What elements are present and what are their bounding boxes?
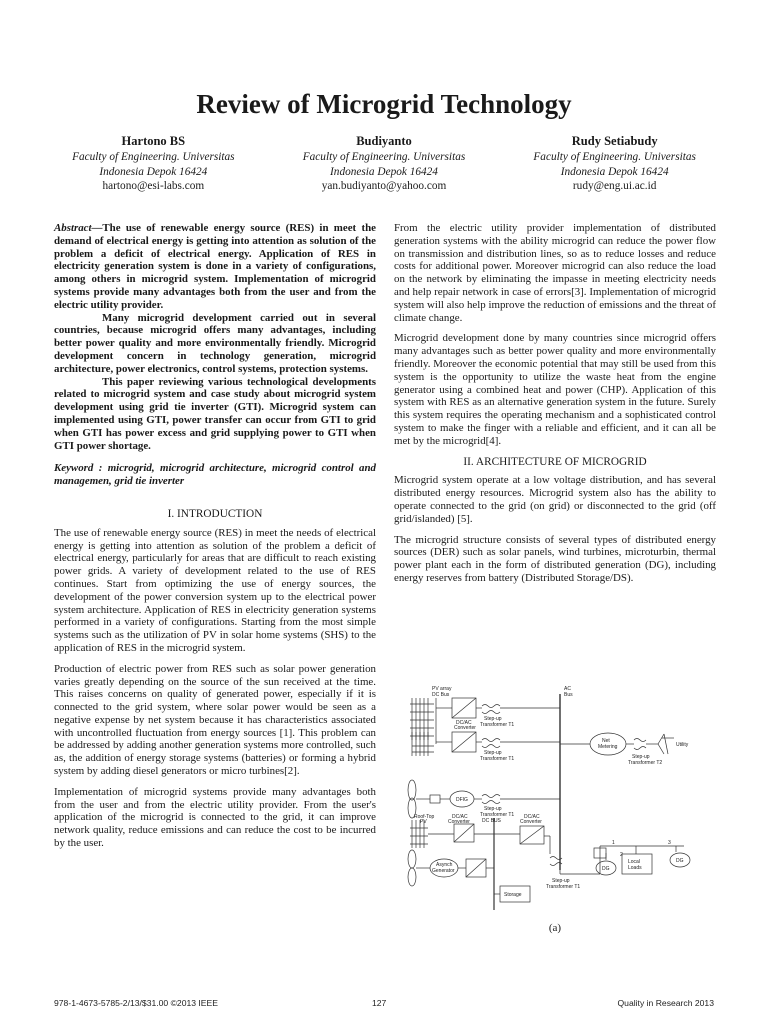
transformer-t1-2 [482,739,500,748]
author-email[interactable]: hartono@esi-labs.com [102,180,205,192]
abstract-paragraph-3: This paper reviewing various technological developments related to microgrid system and case study about microgrid system development using grid tie inverter (GTI). Microgrid system can implemented using GTI, power transfer can occur from GTI to grid when GTI has power excess and grid supplying power to GTI when GTI power shortage. [54,375,376,452]
label-rooftop: Roof-Top [414,814,435,820]
label-pv: PV [420,819,427,825]
paper-title: Review of Microgrid Technology [196,89,572,119]
author-name: Hartono BS [121,134,186,148]
label-generator: Generator [432,868,455,874]
pv-array-top [410,698,434,740]
author-affiliation: Faculty of Engineering. Universitas [72,151,235,163]
abstract-label: Abstract [54,222,92,234]
label-dcac-1: DC/AC [456,720,472,726]
author-affiliation: Faculty of Engineering. Universitas [302,151,466,163]
label-loads: Loads [628,865,642,871]
label-stepup-5: Step-up [552,878,570,884]
intro-paragraph-1: The use of renewable energy source (RES) in meet the needs of electrical energy is getting into attention as solution of the problem a deficit of electrical energy, particularly for areas that are difficult to reach existing power grids. A variety of development related to the use of RES continues. Start from optimizing the use of energy sources, the development of the power conversion system up to the electrical power system architecture. Application of RES in electricity generation systems performed in a variety of configurations. Starting from the most simple systems such as the utilization of PV in solar home systems (SHS) to the application of RES in the microgrid system. [54,526,376,654]
label-converter-3: Converter [520,819,542,825]
transformer-t1-3 [482,795,500,804]
intro-paragraph-3: Implementation of microgrid systems provide many advantages both from the user and from the electric utility provider. From the user's application of the microgrid is connected to the grid, it can improve network quality, reduce emissions and can reduce the cost to be incurred by the user. [54,785,376,850]
architecture-paragraph-1: Microgrid system operate at a low voltage distribution, and has several distributed energy resources. Microgrid system also has the ability to operate connected to the grid (on grid) or disconnected to the grid (off grid/islanded) [5]. [394,474,716,525]
label-converter-2: Converter [448,819,470,825]
label-asynch: Asynch [436,862,453,868]
label-net: Net [602,738,610,744]
section-heading-architecture: II. ARCHITECTURE OF MICROGRID [463,455,647,468]
footer-copyright: 978-1-4673-5785-2/13/$31.00 ©2013 IEEE [54,998,219,1008]
author-name: Budiyanto [356,134,412,148]
label-stepup-1: Step-up [484,716,502,722]
author-email[interactable]: yan.budiyanto@yahoo.com [321,180,447,192]
label-n2: 2 [620,852,623,858]
keywords-text: : microgrid, microgrid architecture, microgrid control and managemen, grid tie inverter [54,462,376,488]
label-dc-bus-2: DC BUS [482,818,501,824]
label-dg-1: DG [602,866,610,872]
abstract-paragraph-1 [54,222,376,312]
label-local: Local [628,859,640,865]
author-city: Indonesia Depok 16424 [99,165,208,178]
label-dc-bus: DC Bus [432,692,450,698]
label-storage: Storage [504,892,522,898]
abstract-text-1: —The use of renewable energy source (RES) in meet the demand of electrical energy is getting into attention as solution of the problem a deficit of electrical energy. Application of RES in electricity generation system is done in a variety of configurations, among others in microgrid system. Implementation of microgrid systems provide many advantages both from the user and from the electric utility provider. [54,222,376,311]
label-stepup-4: Step-up [484,806,502,812]
section-heading-introduction: I. INTRODUCTION [167,507,263,520]
microgrid-diagram [400,684,700,916]
author-affiliation: Faculty of Engineering. Universitas [533,151,696,163]
label-transformer-t2: Transformer T2 [628,760,663,766]
author-email[interactable]: rudy@eng.ui.ac.id [572,180,657,192]
author-city: Indonesia Depok 16424 [560,165,669,178]
pv-array-middle [412,732,434,756]
label-transformer-1: Transformer T1 [480,722,515,728]
label-dcac-3: DC/AC [524,814,540,820]
label-n1: 1 [612,840,615,846]
keywords-label: Keyword [54,462,94,475]
label-metering: Metering [598,744,618,750]
author-block [38,133,730,194]
page-number: 127 [372,998,387,1008]
intro-paragraph-4: From the electric utility provider implementation of distributed generation systems with the ability microgrid can reduce the power flow on transmission and distribution lines, so as to reduce losses and reduce costs for additional power. Moreover microgrid can also reduce the load on the network by eliminating the impasse in meeting electricity needs and help repair network in case of errors[3]. Implementation of microgrid system will also help improve the reduction of emissions and the threat of climate change. [394,222,716,324]
label-transformer-4: Transformer T1 [546,884,581,890]
microgrid-architecture-figure [400,684,700,916]
label-transformer-2: Transformer T1 [480,756,515,762]
right-column [394,222,716,593]
transformer-t1-1 [482,705,500,714]
abstract-paragraph-2: Many microgrid development carried out in several countries, because microgrid offers many advantages, including better power quality and more environmentally friendly. Microgrid development concern in technology generation, microgrid architecture, power electronics, control systems, protection systems. [54,311,376,375]
label-stepup-2: Step-up [484,750,502,756]
wind-turbine-2 [408,850,430,886]
footer-conference: Quality in Research 2013 [617,998,714,1008]
figure-caption: (a) [548,922,562,934]
page-footer [0,998,768,1012]
label-n3: 3 [668,840,671,846]
author-1 [38,133,269,194]
intro-paragraph-2: Production of electric power from RES such as solar power generation varies greatly depending on the source of the sun received at the time. This raises concerns on quality of generated power, especially if it is connected to the grid system, where solar power would be seen as a negative expense by net system because it has characteristics associated with uncontrolled fluctuation from energy sources [1]. This problem can be addressed by adding another generation systems more controlled, such as, the addition of energy storage systems (batteries) or forming a hybrid system by adding diesel generators or micro turbines[2]. [54,662,376,778]
architecture-paragraph-2: The microgrid structure consists of several types of distributed energy sources (DER) such as solar panels, wind turbines, microturbin, thermal power plant each in the form of distributed generation (DG), including energy reserves from battery (Distributed Storage/DS). [394,533,716,584]
label-transformer-3: Transformer T1 [480,812,515,818]
label-pv-array: PV array [432,686,452,692]
author-2 [269,133,500,194]
label-converter-1: Converter [454,725,476,731]
label-ac: AC [564,686,571,692]
author-city: Indonesia Depok 16424 [330,165,438,178]
label-bus: Bus [564,692,573,698]
wind-turbine-1 [408,780,430,818]
transformer-t2 [634,739,646,750]
intro-paragraph-5: Microgrid development done by many countries since microgrid offers many advantages such as better power quality and more environmentally friendly. Moreover the economic potential that may still be used from this system is the opportunity to utilize the waste heat from the engine generator using a combined heat and power (CHP). Application of this system with RES as an alternative generation system in the future. Surely this system requires the operating mechanism and a sophisticated control system to make the finger with a reliable and efficient, and it can all be met by the microgrid[4]. [394,332,716,447]
keywords [54,462,376,488]
label-utility: Utility [676,742,689,748]
author-name: Rudy Setiabudy [571,134,658,148]
label-dg-2: DG [676,858,684,864]
author-3 [499,133,730,194]
left-column [54,222,376,858]
utility-tower [658,734,674,754]
label-dfig: DFIG [456,797,468,803]
label-dcac-2: DC/AC [452,814,468,820]
label-stepup-3: Step-up [632,754,650,760]
